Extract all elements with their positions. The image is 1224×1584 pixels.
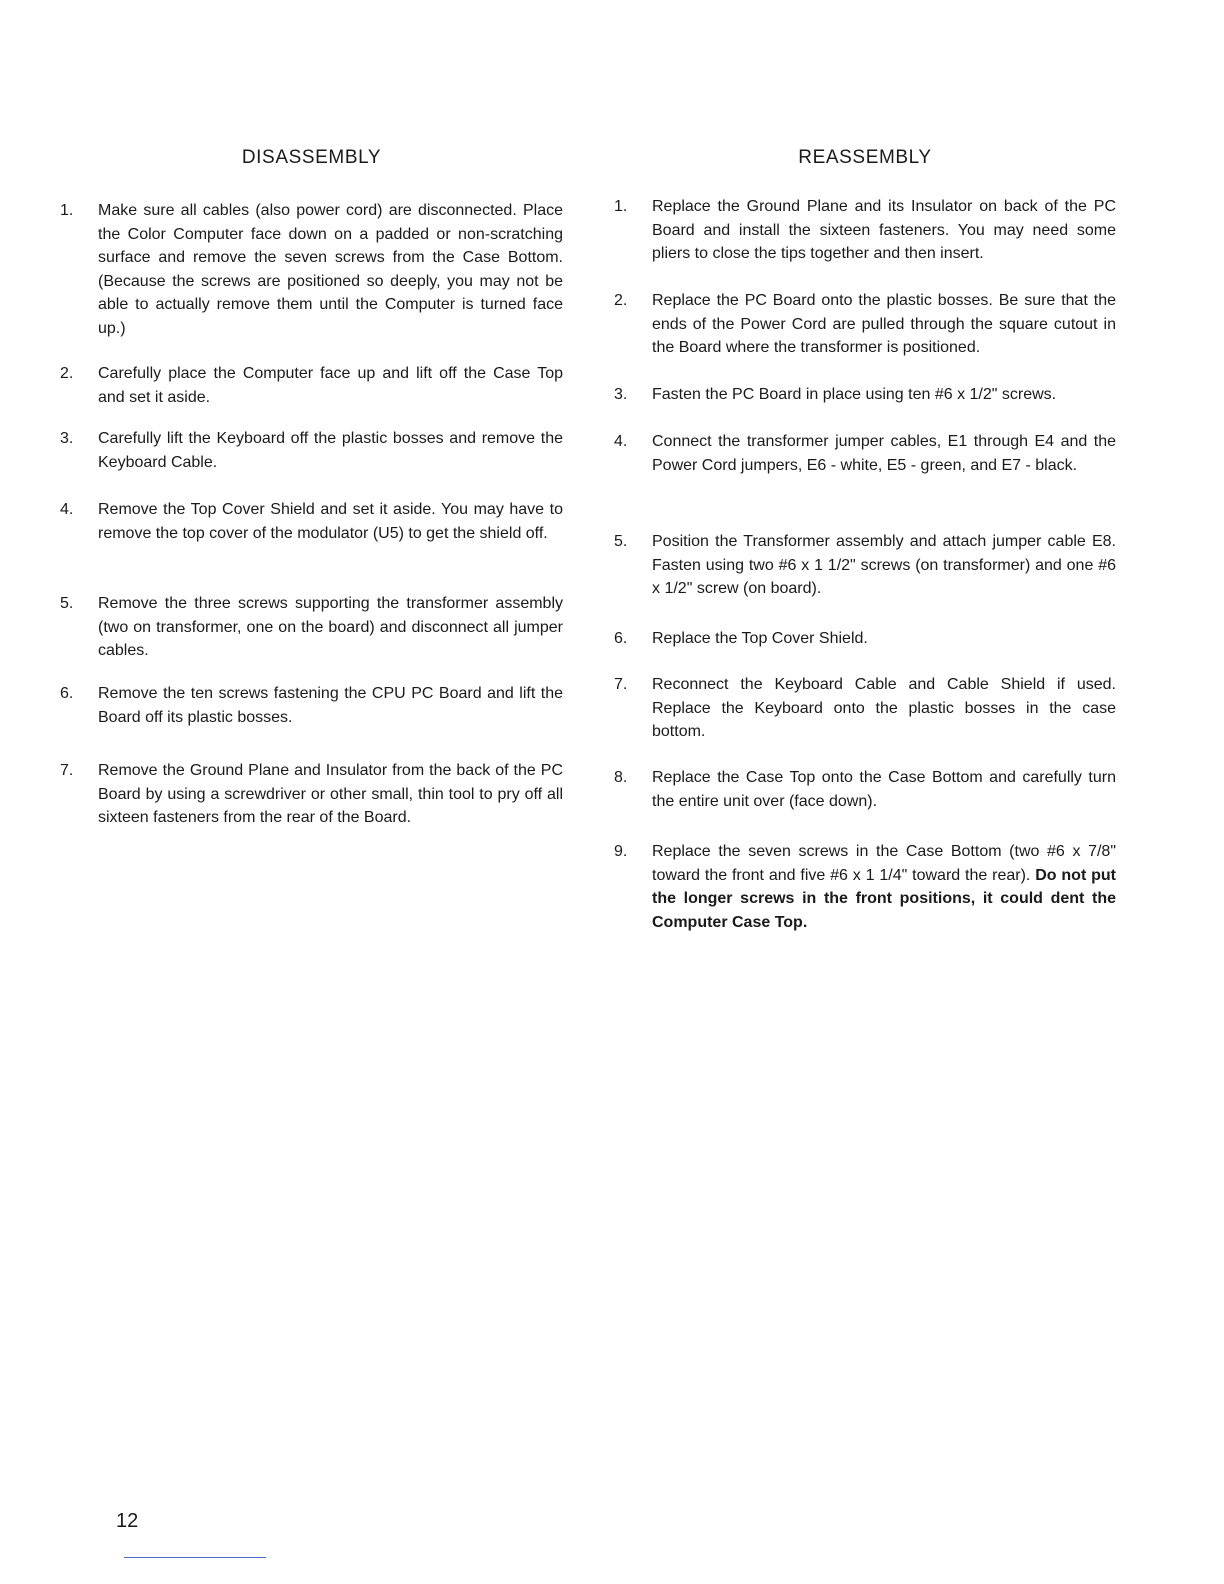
step-number: 2.	[60, 365, 74, 382]
step-number: 4.	[614, 433, 628, 450]
reassembly-step-7	[614, 673, 1116, 744]
reassembly-step-4	[614, 430, 1116, 477]
reassembly-heading: REASSEMBLY	[798, 147, 932, 168]
reassembly-step-9	[614, 840, 1116, 934]
step-text: Fasten the PC Board in place using ten #6 x 1/2" screws.	[652, 386, 1057, 403]
step-text: Replace the Top Cover Shield.	[652, 630, 868, 647]
reassembly-step-1	[614, 195, 1116, 266]
disassembly-step-2	[60, 362, 563, 409]
step-text: Remove the ten screws fastening the CPU PC Board and lift the Board off its plastic bosses.	[98, 685, 563, 726]
reassembly-step-6	[614, 627, 1116, 651]
step-number: 6.	[614, 630, 628, 647]
step-number: 1.	[60, 202, 74, 219]
reassembly-step-5	[614, 530, 1116, 601]
step-text: Position the Transformer assembly and attach jumper cable E8. Fasten using two #6 x 1 1/2" screws (on transformer) and one #6 x 1/2" screw (on board).	[652, 533, 1116, 597]
disassembly-step-3	[60, 427, 563, 474]
page-number: 12	[116, 1510, 139, 1532]
reassembly-step-3	[614, 383, 1116, 407]
step-text: Connect the transformer jumper cables, E1 through E4 and the Power Cord jumpers, E6 - white, E5 - green, and E7 - black.	[652, 433, 1116, 474]
reassembly-step-2	[614, 289, 1116, 360]
step-number: 2.	[614, 292, 628, 309]
step-text: Replace the PC Board onto the plastic bosses. Be sure that the ends of the Power Cord are pulled through the square cutout in the Board where the transformer is positioned.	[652, 292, 1116, 356]
step-number: 3.	[60, 430, 74, 447]
step-number: 9.	[614, 843, 628, 860]
reassembly-step-8	[614, 766, 1116, 813]
step-number: 6.	[60, 685, 74, 702]
step-warning: Do not put the longer screws in the front positions, it could dent the Computer Case Top.	[652, 866, 1116, 931]
step-number: 4.	[60, 501, 74, 518]
step-number: 1.	[614, 198, 628, 215]
step-number: 5.	[60, 595, 74, 612]
step-text: Replace the Case Top onto the Case Bottom and carefully turn the entire unit over (face down).	[652, 769, 1116, 810]
disassembly-step-7	[60, 759, 563, 830]
step-text: Remove the Ground Plane and Insulator from the back of the PC Board by using a screwdriver or other small, thin tool to pry off all sixteen fasteners from the rear of the Board.	[98, 762, 563, 826]
step-text: Remove the Top Cover Shield and set it aside. You may have to remove the top cover of the modulator (U5) to get the shield off.	[98, 501, 563, 542]
step-text	[652, 840, 1116, 934]
step-number: 8.	[614, 769, 628, 786]
step-text-plain: Replace the seven screws in the Case Bottom (two #6 x 7/8" toward the front and five #6 x 1 1/4" toward the rear).	[652, 843, 1116, 884]
step-number: 7.	[614, 676, 628, 693]
step-number: 3.	[614, 386, 628, 403]
step-text: Carefully place the Computer face up and lift off the Case Top and set it aside.	[98, 365, 563, 406]
step-number: 7.	[60, 762, 74, 779]
step-text: Reconnect the Keyboard Cable and Cable Shield if used. Replace the Keyboard onto the plastic bosses in the case bottom.	[652, 676, 1116, 740]
disassembly-step-4	[60, 498, 563, 545]
step-text: Make sure all cables (also power cord) are disconnected. Place the Color Computer face down on a padded or non-scratching surface and remove the seven screws from the Case Bottom. (Because the screws are positioned so deeply, you may not be able to actually remove them until the Computer is turned face up.)	[98, 202, 563, 337]
step-number: 5.	[614, 533, 628, 550]
step-text: Remove the three screws supporting the transformer assembly (two on transformer, one on the board) and disconnect all jumper cables.	[98, 595, 563, 659]
disassembly-step-1	[60, 199, 563, 340]
disassembly-step-5	[60, 592, 563, 663]
disassembly-heading: DISASSEMBLY	[241, 147, 382, 168]
disassembly-step-6	[60, 682, 563, 729]
step-text: Replace the Ground Plane and its Insulator on back of the PC Board and install the sixteen fasteners. You may need some pliers to close the tips together and then insert.	[652, 198, 1116, 262]
step-text: Carefully lift the Keyboard off the plastic bosses and remove the Keyboard Cable.	[98, 430, 563, 471]
footer-rule	[124, 1557, 266, 1558]
